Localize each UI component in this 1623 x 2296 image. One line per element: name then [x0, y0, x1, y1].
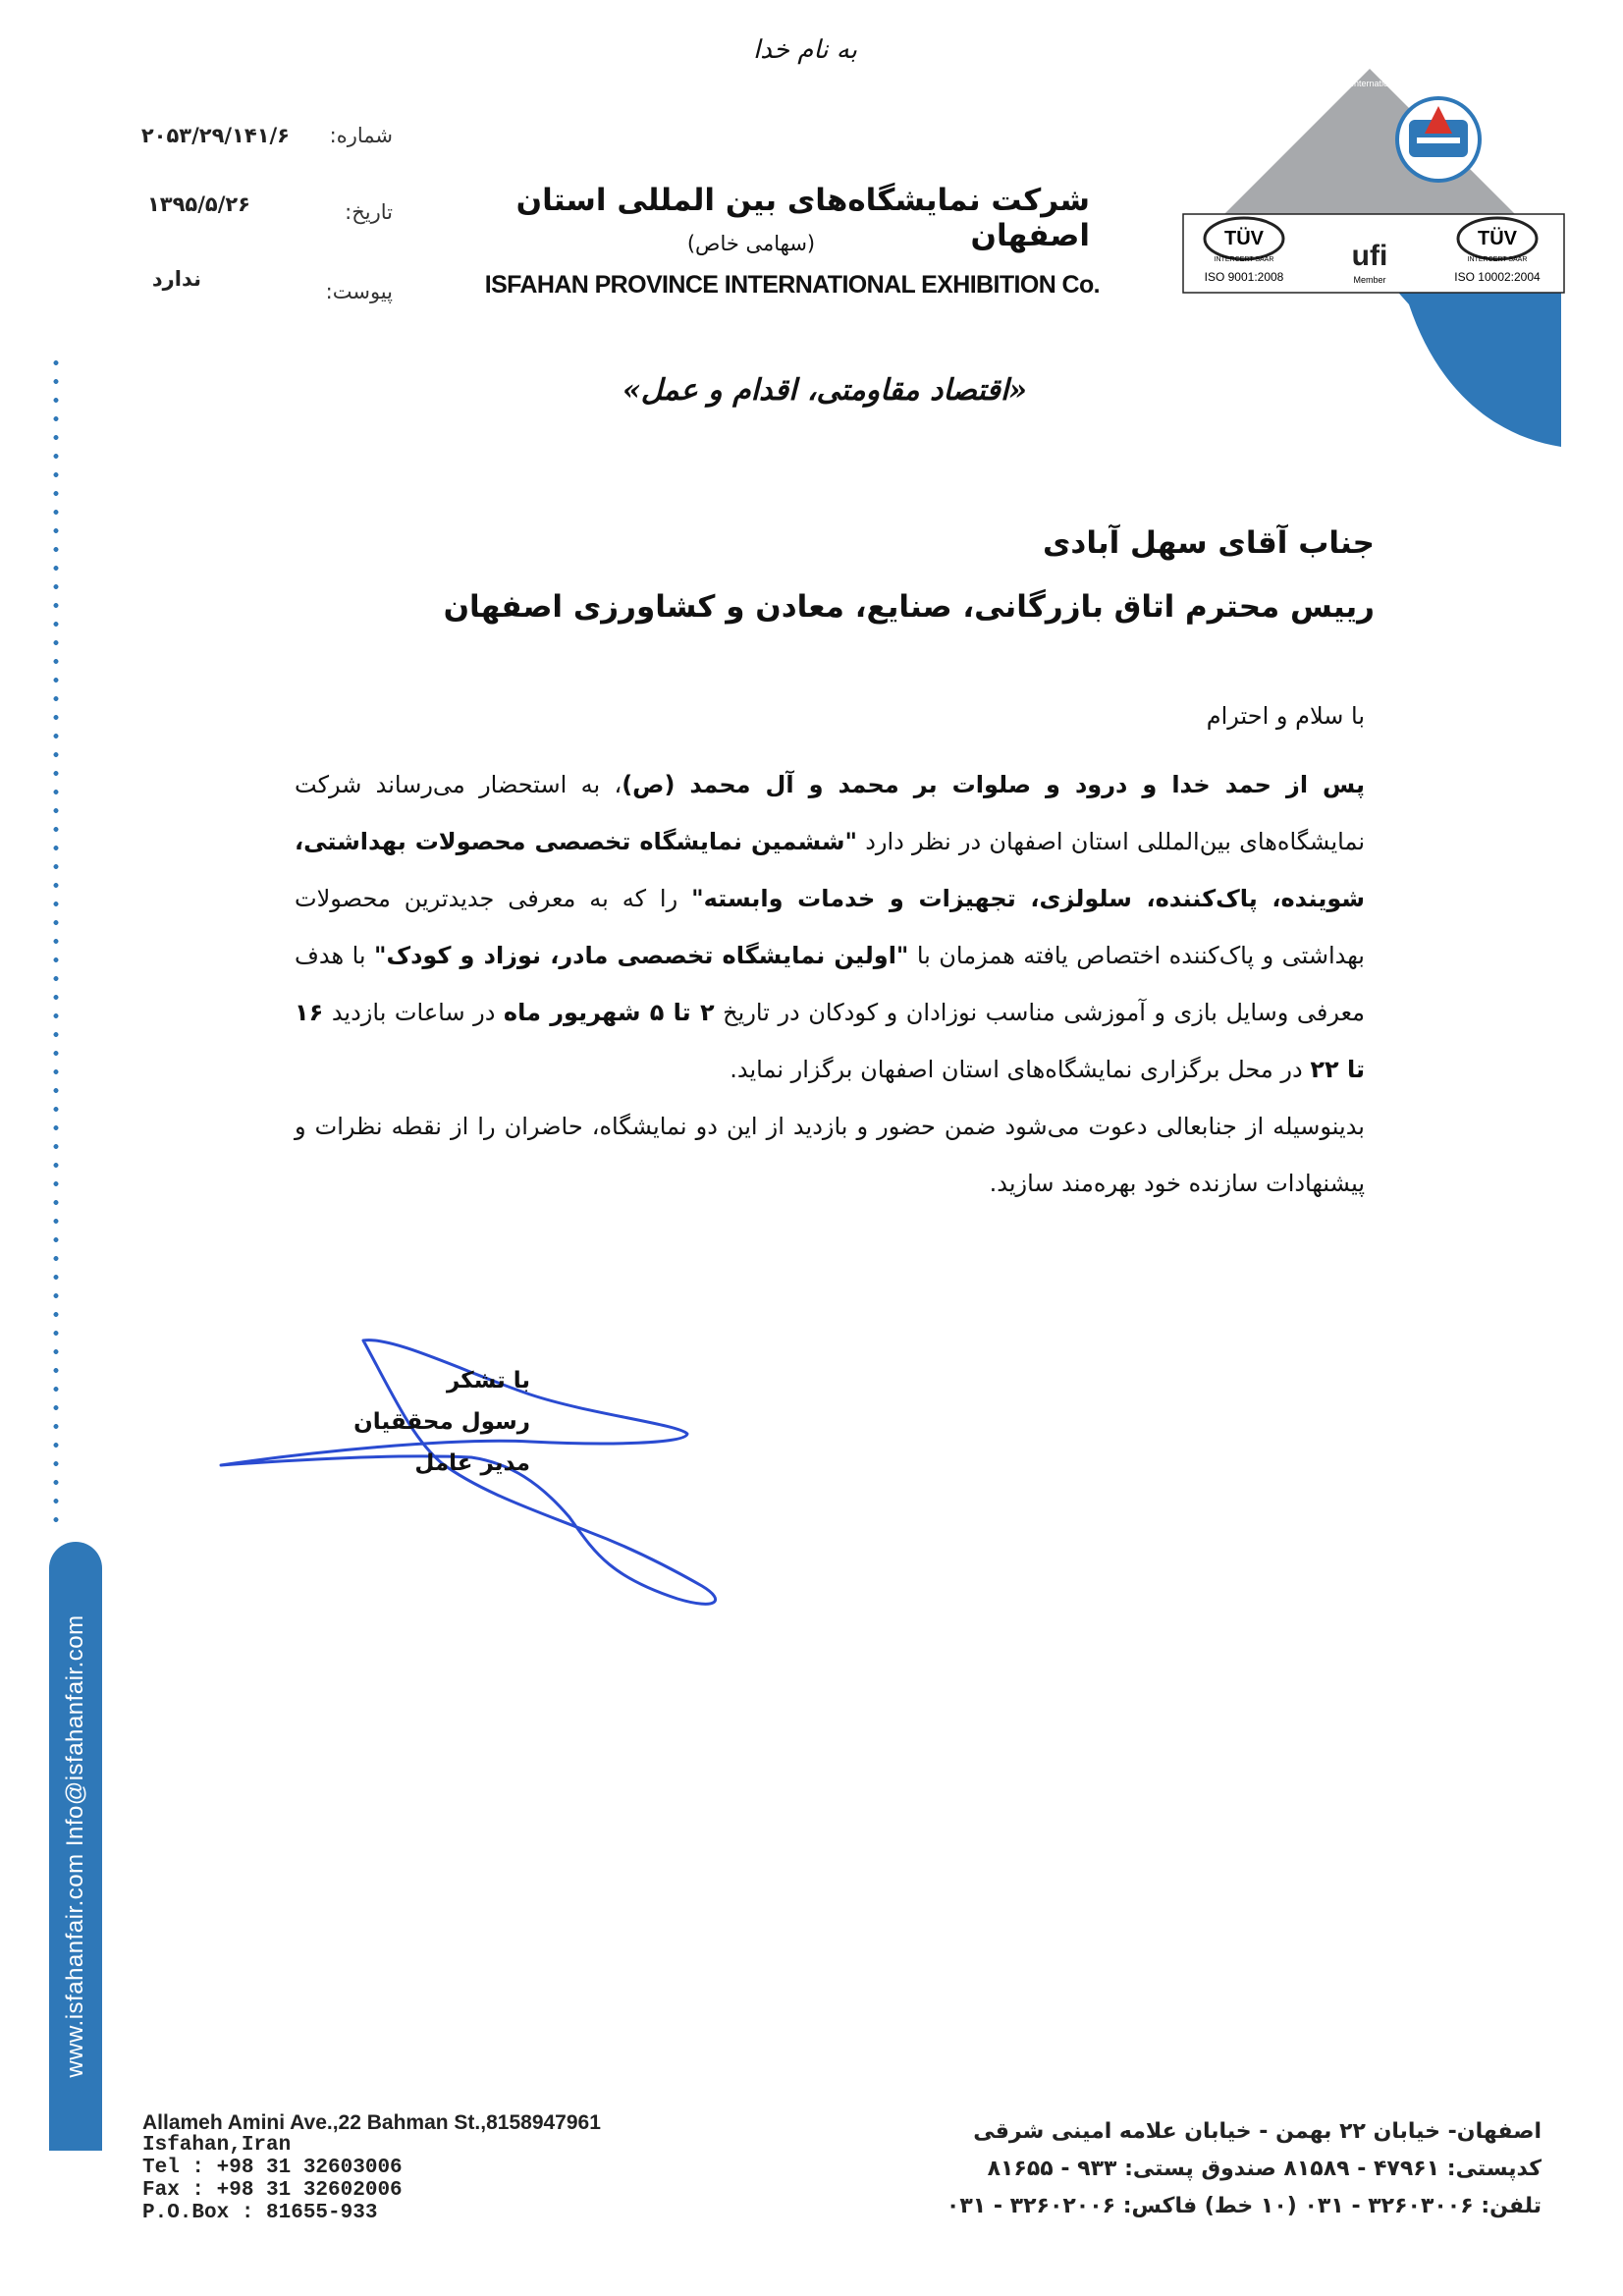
date-label: تاریخ: — [345, 200, 393, 224]
attachment-label: پیوست: — [325, 280, 393, 303]
p1-i: در محل برگزاری نمایشگاه‌های استان اصفهان برگزار نماید. — [730, 1056, 1311, 1083]
closing: با تشکر — [446, 1368, 530, 1394]
svg-text:ISO 10002:2004: ISO 10002:2004 — [1454, 270, 1541, 284]
company-logo — [1173, 59, 1566, 452]
p1-a: ، به استحضار می‌رساند شرکت نمایشگاه‌های بین‌المللی استان اصفهان در نظر دارد — [295, 771, 1365, 855]
svg-text:ufi: ufi — [1351, 240, 1388, 272]
footer-english-contact — [142, 2111, 751, 2224]
logo-arc-text: International Exhibition Co. Isfahan Province — [1351, 79, 1526, 88]
p1-c: را که به معرفی جدیدترین محصولات بهداشتی و پاک‌کننده اختصاص یافته همزمان با — [295, 885, 1365, 969]
signer-position: مدیر عامل — [414, 1450, 530, 1476]
date-value: ۱۳۹۵/۵/۲۶ — [146, 192, 250, 216]
svg-text:TÜV: TÜV — [1478, 228, 1517, 249]
svg-text:INTERCERT SAAR: INTERCERT SAAR — [1467, 256, 1528, 263]
footer-en-city: Isfahan,Iran — [142, 2134, 292, 2157]
left-dotted-border — [51, 354, 61, 1532]
footer-en-fax: Fax : +98 31 32602006 — [142, 2179, 403, 2202]
signer-name: رسول محققیان — [353, 1409, 530, 1435]
p1-e: با هدف معرفی وسایل بازی و آموزشی مناسب نوزادان و کودکان در تاریخ — [295, 942, 1366, 1026]
addressee-name: جناب آقای سهل آبادی — [1043, 525, 1375, 561]
sidebar-contact-text-wrap — [49, 1542, 102, 2151]
footer-en-address: Allameh Amini Ave.,22 Bahman St.,8158947961 — [142, 2111, 601, 2134]
footer-fa-address: اصفهان- خیابان ۲۲ بهمن - خیابان علامه امینی شرقی — [973, 2119, 1542, 2144]
svg-text:INTERCERT SAAR: INTERCERT SAAR — [1214, 256, 1274, 263]
bismillah: به نام خدا — [753, 35, 857, 65]
svg-text:ISO 9001:2008: ISO 9001:2008 — [1204, 270, 1284, 284]
company-name-fa: شرکت نمایشگاه‌های بین المللی استان اصفهان — [515, 183, 1090, 253]
letter-body — [295, 756, 1365, 1212]
visiting-hours: ۱۶ تا ۲۲ — [295, 999, 1365, 1083]
company-type-fa: (سهامی خاص) — [686, 232, 816, 255]
company-name-en: ISFAHAN PROVINCE INTERNATIONAL EXHIBITION Co. — [484, 271, 1100, 299]
footer-fa-postal: کدپستی: ۴۷۹۶۱ - ۸۱۵۸۹ صندوق پستی: ۹۳۳ - ۸۱۶۵۵ — [987, 2157, 1542, 2181]
paragraph-2: بدینوسیله از جنابعالی دعوت می‌شود ضمن حضور و بازدید از این دو نمایشگاه، حاضران را از نقطه نظرات و پیشنهادات سازنده خود بهره‌مند سازید. — [295, 1113, 1365, 1197]
event-dates: ۲ تا ۵ شهریور ماه — [503, 999, 715, 1026]
number-label: شماره: — [329, 124, 393, 147]
signature-block — [353, 1360, 530, 1484]
paragraph-1 — [295, 756, 1365, 1098]
sidebar-contact-text: www.isfahanfair.com Info@isfahanfair.com — [62, 1614, 88, 2078]
exhibition-1-title: "ششمین نمایشگاه تخصصی محصولات بهداشتی، شوینده، پاک‌کننده، سلولزی، تجهیزات و خدمات وابسته" — [295, 828, 1365, 912]
footer-en-pobox: P.O.Box : 81655-933 — [142, 2202, 378, 2224]
seal-icon — [1397, 98, 1480, 181]
tuv-cert-1-icon — [1205, 218, 1284, 284]
addressee-title: رییس محترم اتاق بازرگانی، صنایع، معادن و کشاورزی اصفهان — [443, 589, 1375, 625]
footer-fa-phone: تلفن: ۳۲۶۰۳۰۰۶ - ۰۳۱ (۱۰ خط) فاکس: ۳۲۶۰۲۰۰۶ - ۰۳۱ — [946, 2194, 1542, 2218]
exhibition-2-title: "اولین نمایشگاه تخصصی مادر، نوزاد و کودک" — [374, 942, 909, 969]
slogan: «اقتصاد مقاومتی، اقدام و عمل» — [622, 373, 1027, 408]
svg-text:Member: Member — [1353, 275, 1386, 285]
attachment-value: ندارد — [151, 267, 201, 291]
svg-text:TÜV: TÜV — [1224, 228, 1264, 249]
salutation: با سلام و احترام — [1206, 702, 1365, 730]
footer-persian-contact — [884, 2113, 1542, 2225]
p1-intro: پس از حمد خدا و درود و صلوات بر محمد و آل محمد (ص) — [622, 771, 1365, 798]
ufi-member-icon — [1352, 240, 1388, 285]
number-value: ۲۰۵۳/۲۹/۱۴۱/۶ — [140, 124, 290, 147]
p1-g: در ساعات بازدید — [323, 999, 504, 1026]
tuv-cert-2-icon — [1454, 218, 1541, 284]
footer-en-tel: Tel : +98 31 32603006 — [142, 2157, 403, 2179]
